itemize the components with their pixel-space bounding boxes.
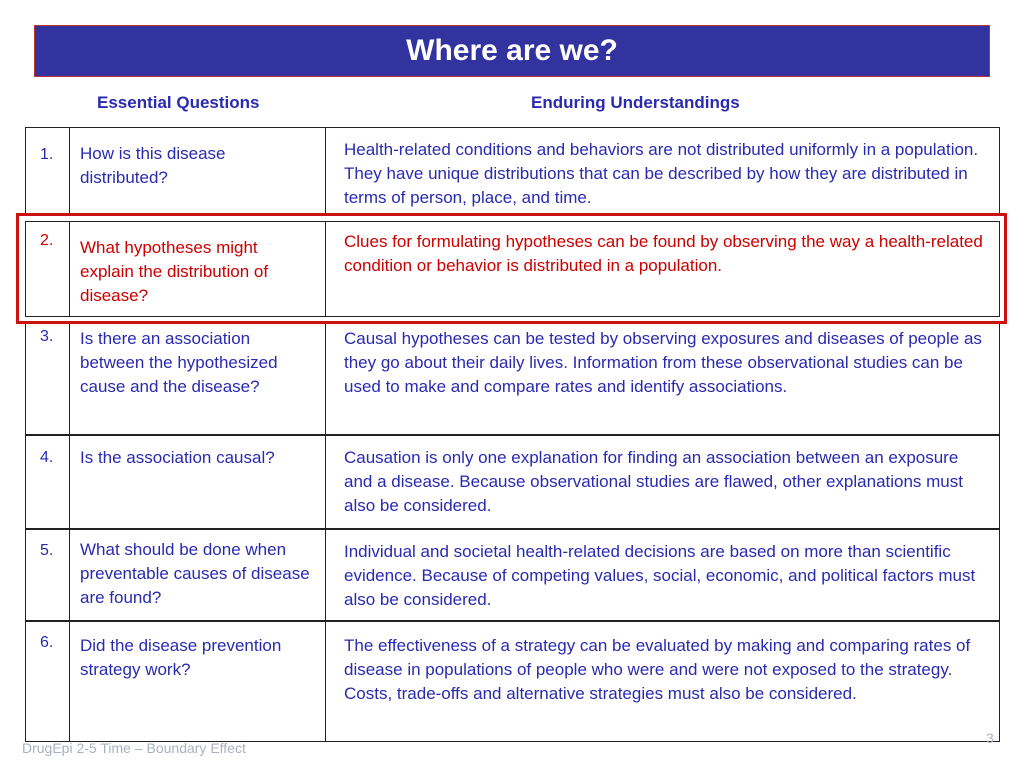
slide-title: Where are we? — [34, 25, 990, 77]
understanding-text: The effectiveness of a strategy can be evaluated by making and comparing rates of disease in populations of people who were and were not exposed to the strategy. Costs, trade-offs and alternative strategies must also be considered. — [344, 636, 971, 703]
question-text: How is this disease distributed? — [80, 144, 226, 187]
table-row — [25, 127, 1000, 215]
question-text: Did the disease prevention strategy work? — [80, 636, 282, 679]
highlight-box — [16, 213, 1007, 324]
understanding-text: Causation is only one explanation for finding an association between an exposure and a disease. Because observational studies are flawed, other explanations must also be considered. — [344, 448, 963, 515]
header-essential-questions: Essential Questions — [97, 93, 260, 112]
table-row — [25, 529, 1000, 621]
question-text: What hypotheses might explain the distribution of disease? — [80, 238, 269, 305]
understanding-text: Causal hypotheses can be tested by observing exposures and diseases of people as they go about their daily lives. Information from these observational studies can be used to make and compare rates and identify associations. — [344, 329, 982, 396]
header-enduring-understandings: Enduring Understandings — [531, 93, 740, 112]
table-row — [25, 621, 1000, 742]
question-text: What should be done when preventable causes of disease are found? — [80, 540, 310, 607]
table-row — [25, 323, 1000, 435]
row-number: 6. — [40, 634, 54, 651]
table-row — [25, 435, 1000, 529]
understanding-text: Clues for formulating hypotheses can be found by observing the way a health-related condition or behavior is distributed in a population. — [344, 232, 983, 275]
understanding-text: Health-related conditions and behaviors are not distributed uniformly in a population. They have unique distributions that can be described by how they are distributed in terms of person, place, and time. — [344, 140, 979, 207]
row-number: 5. — [40, 542, 54, 559]
row-number: 4. — [40, 449, 54, 466]
question-text: Is the association causal? — [80, 448, 275, 467]
question-text: Is there an association between the hypothesized cause and the disease? — [80, 329, 278, 396]
slide-footer: DrugEpi 2-5 Time – Boundary Effect — [22, 740, 246, 756]
understanding-text: Individual and societal health-related decisions are based on more than scientific evidence. Because of competing values, social, economic, and political factors must also be considered. — [344, 542, 976, 609]
page-number: 3 — [986, 730, 994, 746]
row-number: 2. — [40, 232, 54, 249]
row-number: 1. — [40, 146, 54, 163]
row-number: 3. — [40, 328, 54, 345]
